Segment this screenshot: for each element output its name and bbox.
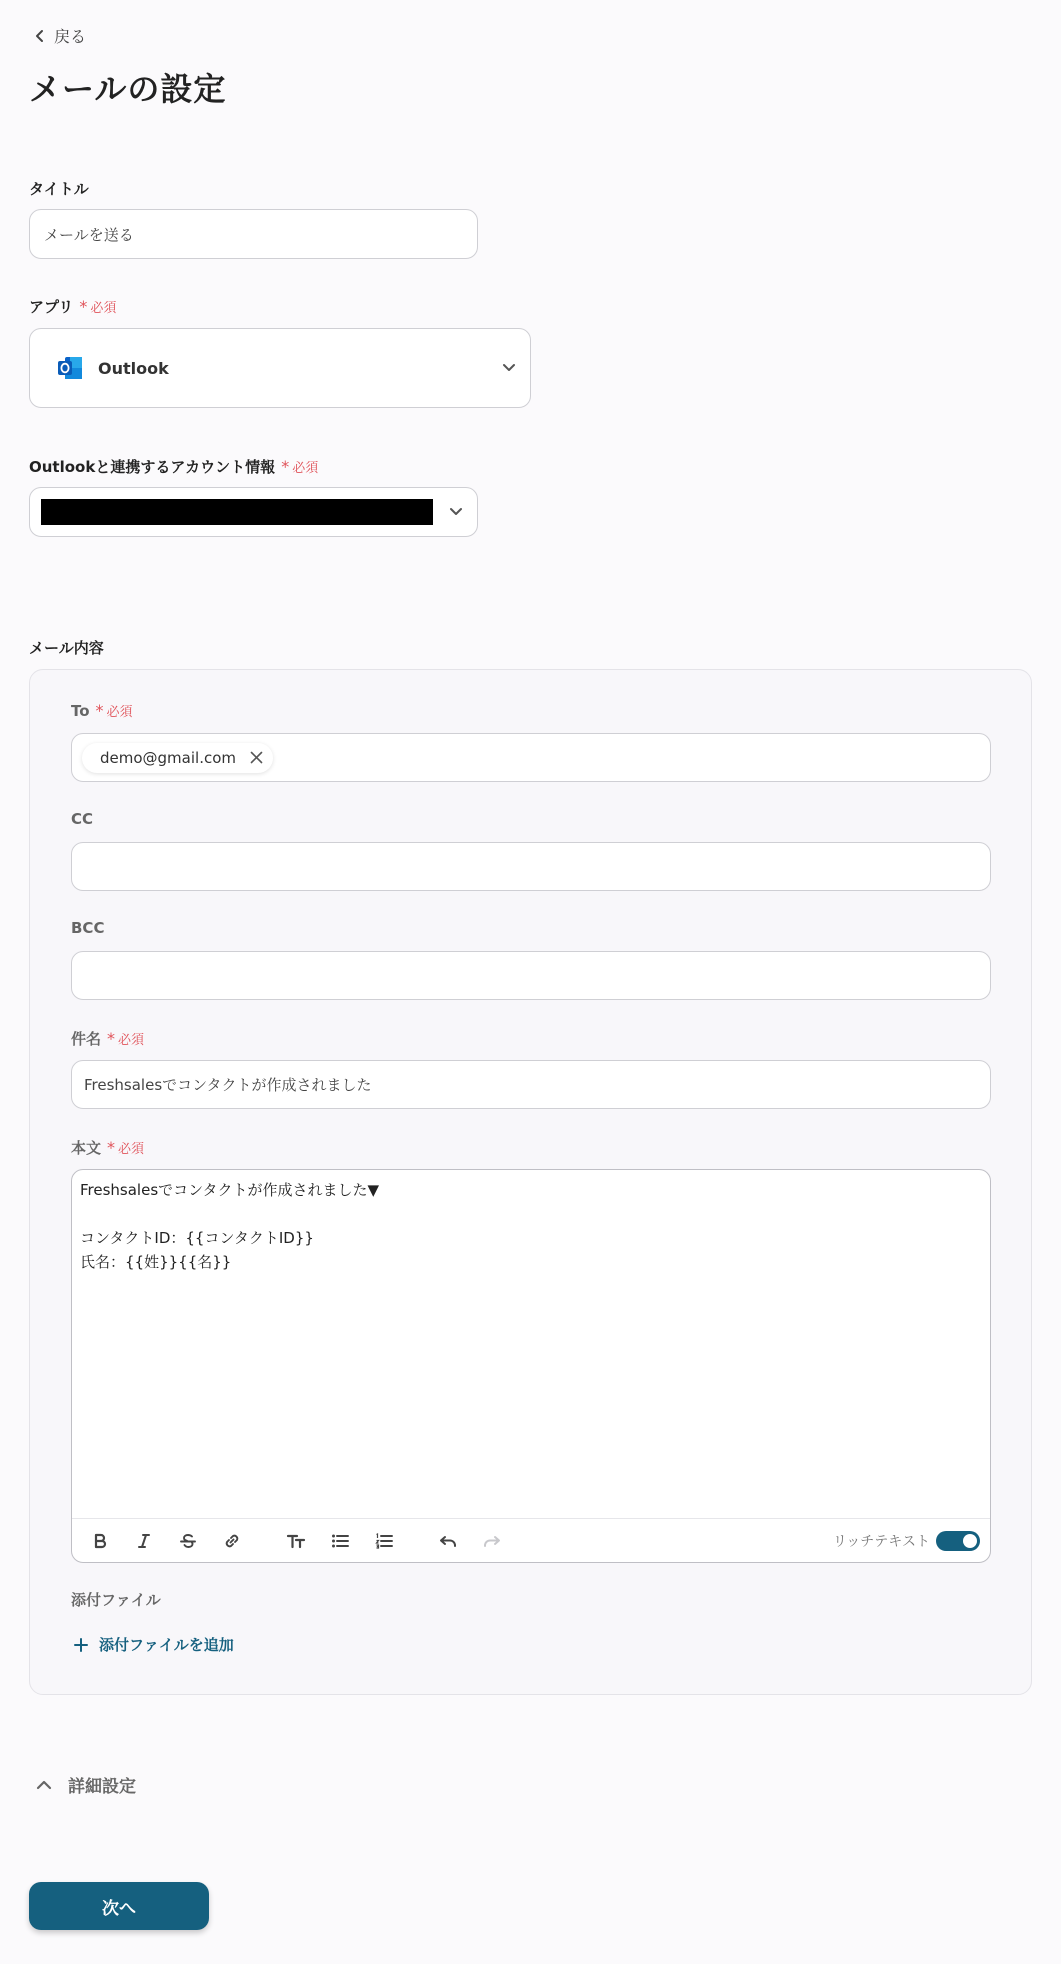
editor-toolbar — [72, 1518, 990, 1562]
numbered-list-button[interactable] — [370, 1527, 398, 1555]
required-text: 必須 — [90, 301, 117, 316]
body-line — [80, 1202, 982, 1226]
outlook-icon — [56, 354, 84, 382]
chevron-left-icon — [34, 29, 46, 43]
plus-icon — [73, 1637, 89, 1653]
to-input[interactable] — [71, 733, 991, 782]
app-name: Outlook — [98, 358, 169, 378]
text-size-button[interactable] — [282, 1527, 310, 1555]
undo-button[interactable] — [434, 1527, 462, 1555]
bcc-input[interactable] — [71, 951, 991, 1000]
required-text: 必須 — [118, 1033, 145, 1048]
bold-button[interactable] — [86, 1527, 114, 1555]
required-badge: * 必須 — [95, 700, 133, 720]
required-badge: * 必須 — [107, 1137, 145, 1157]
subject-input-value: Freshsalesでコンタクトが作成されました — [84, 1076, 372, 1094]
advanced-settings-toggle[interactable] — [36, 1772, 136, 1797]
mail-panel — [29, 669, 1032, 1695]
title-label — [29, 178, 89, 199]
account-select[interactable] — [29, 487, 478, 537]
account-label-text: Outlookと連携するアカウント情報 — [29, 458, 276, 476]
bcc-label — [71, 919, 104, 937]
body-editor-content[interactable] — [72, 1170, 990, 1282]
cc-label-text: CC — [71, 810, 94, 828]
strikethrough-icon — [178, 1531, 198, 1551]
redo-icon — [482, 1531, 502, 1551]
app-label-text: アプリ — [29, 298, 74, 316]
undo-icon — [438, 1531, 458, 1551]
subject-label-text: 件名 — [71, 1030, 102, 1048]
bcc-label-text: BCC — [71, 919, 105, 937]
page-title: メールの設定 — [29, 70, 227, 108]
subject-label — [71, 1028, 144, 1049]
add-attachment-label: 添付ファイルを追加 — [99, 1636, 234, 1654]
bullet-list-icon — [330, 1531, 350, 1551]
link-icon — [222, 1531, 242, 1551]
account-label — [29, 456, 318, 477]
required-text: 必須 — [106, 705, 133, 720]
app-label — [29, 296, 116, 317]
back-link[interactable] — [34, 24, 86, 47]
recipient-chip — [82, 743, 273, 773]
redo-button[interactable] — [478, 1527, 506, 1555]
required-text: 必須 — [292, 461, 319, 476]
close-icon[interactable] — [250, 751, 263, 764]
text-size-icon — [286, 1531, 306, 1551]
app-select[interactable] — [29, 328, 531, 408]
required-text: 必須 — [118, 1142, 145, 1157]
body-line: Freshsalesでコンタクトが作成されました▼ — [80, 1181, 380, 1199]
chevron-down-icon — [502, 363, 516, 373]
body-line: 氏名：{{姓}}{{名}} — [80, 1253, 232, 1271]
bullet-list-button[interactable] — [326, 1527, 354, 1555]
body-line: コンタクトID：{{コンタクトID}} — [80, 1229, 314, 1247]
strikethrough-button[interactable] — [174, 1527, 202, 1555]
to-label-text: To — [71, 701, 90, 720]
redacted-account-value — [41, 499, 433, 525]
italic-icon — [134, 1531, 154, 1551]
to-label — [71, 701, 133, 720]
required-badge: * 必須 — [281, 456, 319, 476]
recipient-chip-label: demo@gmail.com — [100, 748, 237, 767]
add-attachment-button[interactable] — [73, 1634, 234, 1655]
cc-label — [71, 810, 93, 828]
toggle-knob — [963, 1534, 977, 1548]
cc-input[interactable] — [71, 842, 991, 891]
chevron-up-icon — [36, 1779, 52, 1791]
chevron-down-icon — [449, 507, 463, 517]
link-button[interactable] — [218, 1527, 246, 1555]
numbered-list-icon — [374, 1531, 394, 1551]
mail-section-title: メール内容 — [29, 639, 104, 657]
title-label-text: タイトル — [29, 180, 89, 198]
required-badge: * 必須 — [79, 296, 117, 316]
title-input-value: メールを送る — [44, 225, 134, 244]
rich-text-label: リッチテキスト — [832, 1534, 930, 1550]
body-editor[interactable] — [71, 1169, 991, 1563]
next-button[interactable]: 次へ — [29, 1882, 209, 1930]
advanced-settings-label: 詳細設定 — [68, 1777, 136, 1797]
body-label-text: 本文 — [71, 1139, 102, 1157]
subject-input[interactable] — [71, 1060, 991, 1109]
attachments-label: 添付ファイル — [71, 1591, 161, 1609]
rich-text-toggle[interactable] — [936, 1531, 980, 1551]
back-label: 戻る — [54, 27, 87, 46]
bold-icon — [90, 1531, 110, 1551]
italic-button[interactable] — [130, 1527, 158, 1555]
required-badge: * 必須 — [107, 1028, 145, 1048]
body-label — [71, 1137, 144, 1158]
title-input[interactable] — [29, 209, 478, 259]
